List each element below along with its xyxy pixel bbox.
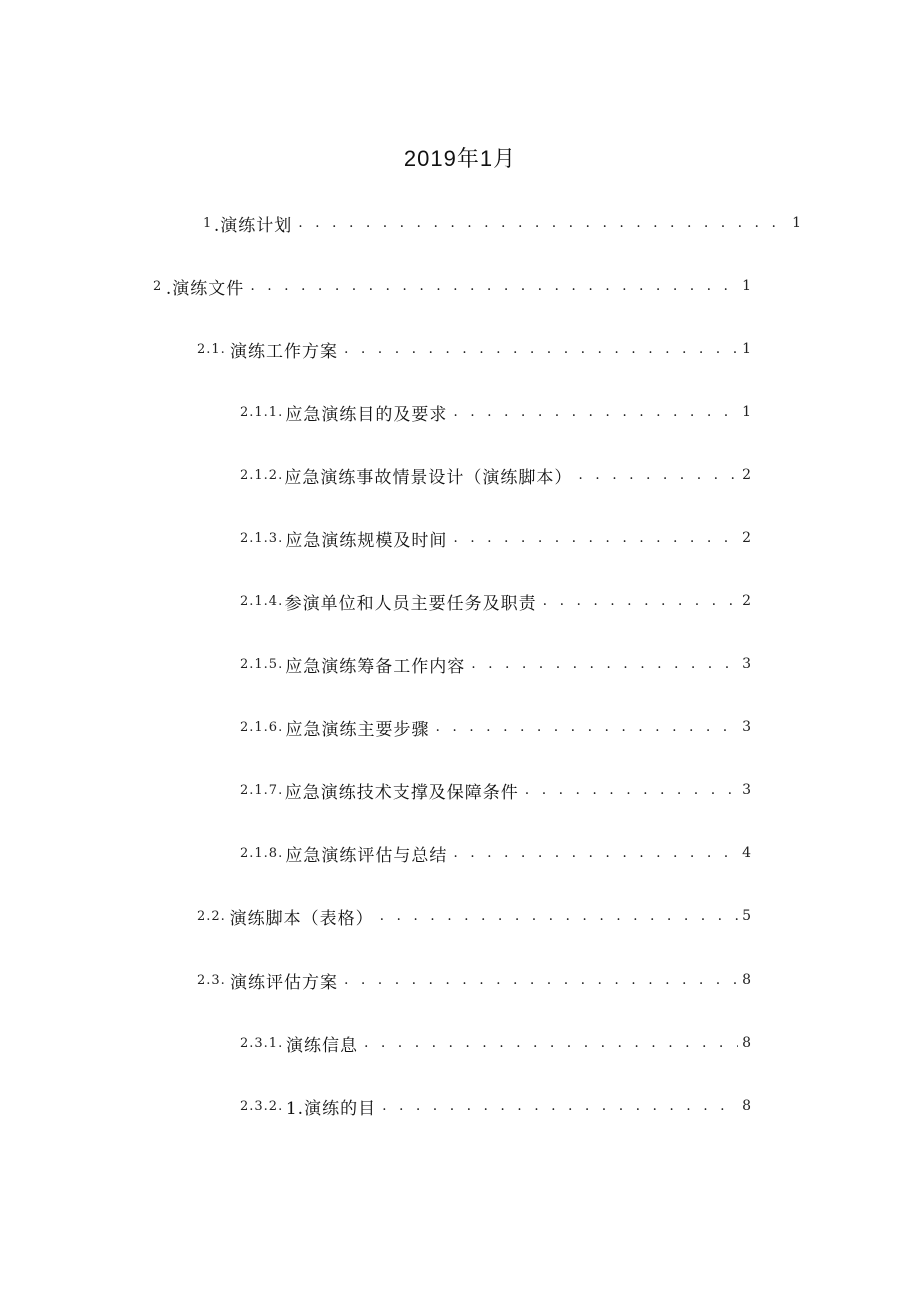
toc-entry-2-1-3[interactable] <box>240 524 751 552</box>
toc-dot-leader <box>435 719 738 735</box>
toc-entry-page: 4 <box>742 845 751 861</box>
toc-dot-leader <box>471 656 738 672</box>
toc-entry-2-1-6[interactable] <box>240 713 751 741</box>
toc-entry-number: 2.1.1. <box>240 404 284 420</box>
toc-entry-title: 参演单位和人员主要任务及职责 <box>284 593 537 614</box>
toc-dot-leader <box>453 404 738 420</box>
toc-entry-1[interactable] <box>203 209 801 237</box>
toc-entry-2-1-4[interactable] <box>240 587 751 615</box>
toc-entry-title: .演练计划 <box>213 215 293 236</box>
toc-entry-title: 演练信息 <box>286 1035 358 1056</box>
toc-entry-page: 2 <box>742 467 751 483</box>
toc-entry-page: 8 <box>742 1035 751 1051</box>
toc-dot-leader <box>453 845 738 861</box>
toc-entry-page: 3 <box>742 656 751 672</box>
toc-entry-2-3-2[interactable] <box>240 1092 751 1120</box>
toc-entry-number: 2.2. <box>197 908 226 924</box>
toc-dot-leader <box>525 782 738 798</box>
toc-entry-2-3[interactable] <box>197 966 751 994</box>
toc-entry-number: 2.1.3. <box>240 530 284 546</box>
toc-entry-page: 8 <box>742 972 751 988</box>
toc-entry-2-1-7[interactable] <box>240 776 751 804</box>
toc-entry-title: 应急演练评估与总结 <box>285 845 448 866</box>
toc-dot-leader <box>344 341 738 357</box>
toc-entry-number: 2.1.7. <box>240 782 284 798</box>
toc-entry-title: 应急演练主要步骤 <box>285 719 430 740</box>
toc-dot-leader <box>578 467 738 483</box>
toc-entry-number: 2.1.6. <box>240 719 284 735</box>
toc-entry-page: 1 <box>742 278 751 294</box>
toc-entry-2-3-1[interactable] <box>240 1029 751 1057</box>
toc-entry-title: 演练工作方案 <box>230 341 338 362</box>
toc-entry-page: 1 <box>742 341 751 357</box>
toc-entry-title: 演练评估方案 <box>230 972 338 993</box>
toc-entry-title: 应急演练事故情景设计（演练脚本） <box>284 467 573 488</box>
toc-entry-number: 2.1.4. <box>240 593 284 609</box>
toc-entry-title: 应急演练规模及时间 <box>285 530 448 551</box>
toc-dot-leader <box>453 530 738 546</box>
toc-entry-title: 应急演练技术支撑及保障条件 <box>284 782 519 803</box>
toc-entry-title: 应急演练目的及要求 <box>285 404 448 425</box>
toc-entry-page: 5 <box>742 908 751 924</box>
toc-entry-title: 应急演练筹备工作内容 <box>285 656 466 677</box>
toc-entry-number: 1 <box>203 215 213 231</box>
toc-entry-number: 2.1.2. <box>240 467 284 483</box>
toc-entry-2-1-8[interactable] <box>240 839 751 867</box>
toc-entry-number: 2 <box>153 278 163 294</box>
toc-entry-page: 3 <box>742 782 751 798</box>
toc-entry-2-1-1[interactable] <box>240 398 751 426</box>
toc-entry-page: 2 <box>742 530 751 546</box>
toc-dot-leader <box>543 593 738 609</box>
toc-entry-page: 3 <box>742 719 751 735</box>
toc-entry-number: 2.1.5. <box>240 656 284 672</box>
toc-entry-2-1-2[interactable] <box>240 461 751 489</box>
toc-entry-title: 1.演练的目 <box>285 1098 377 1119</box>
toc-dot-leader <box>380 908 738 924</box>
toc-entry-number: 2.3.2. <box>240 1098 284 1114</box>
toc-entry-2-1-5[interactable] <box>240 650 751 678</box>
toc-dot-leader <box>382 1098 738 1114</box>
toc-entry-2-1[interactable] <box>197 335 751 363</box>
toc-dot-leader <box>344 972 738 988</box>
toc-dot-leader <box>364 1035 738 1051</box>
toc-entry-number: 2.1. <box>197 341 226 357</box>
toc-dot-leader <box>250 278 738 294</box>
toc-entry-page: 1 <box>792 215 801 231</box>
toc-entry-number: 2.1.8. <box>240 845 284 861</box>
toc-entry-page: 1 <box>742 404 751 420</box>
document-date: 2019年1月 <box>403 146 517 171</box>
toc-entry-number: 2.3. <box>197 972 226 988</box>
toc-entry-title: 演练脚本（表格） <box>229 908 374 929</box>
toc-entry-title: .演练文件 <box>165 278 245 299</box>
toc-entry-page: 2 <box>742 593 751 609</box>
toc-entry-page: 8 <box>742 1098 751 1114</box>
toc-entry-2-2[interactable] <box>197 902 751 930</box>
toc-dot-leader <box>298 215 788 231</box>
toc-entry-2[interactable] <box>153 272 751 300</box>
toc-entry-number: 2.3.1. <box>240 1035 284 1051</box>
